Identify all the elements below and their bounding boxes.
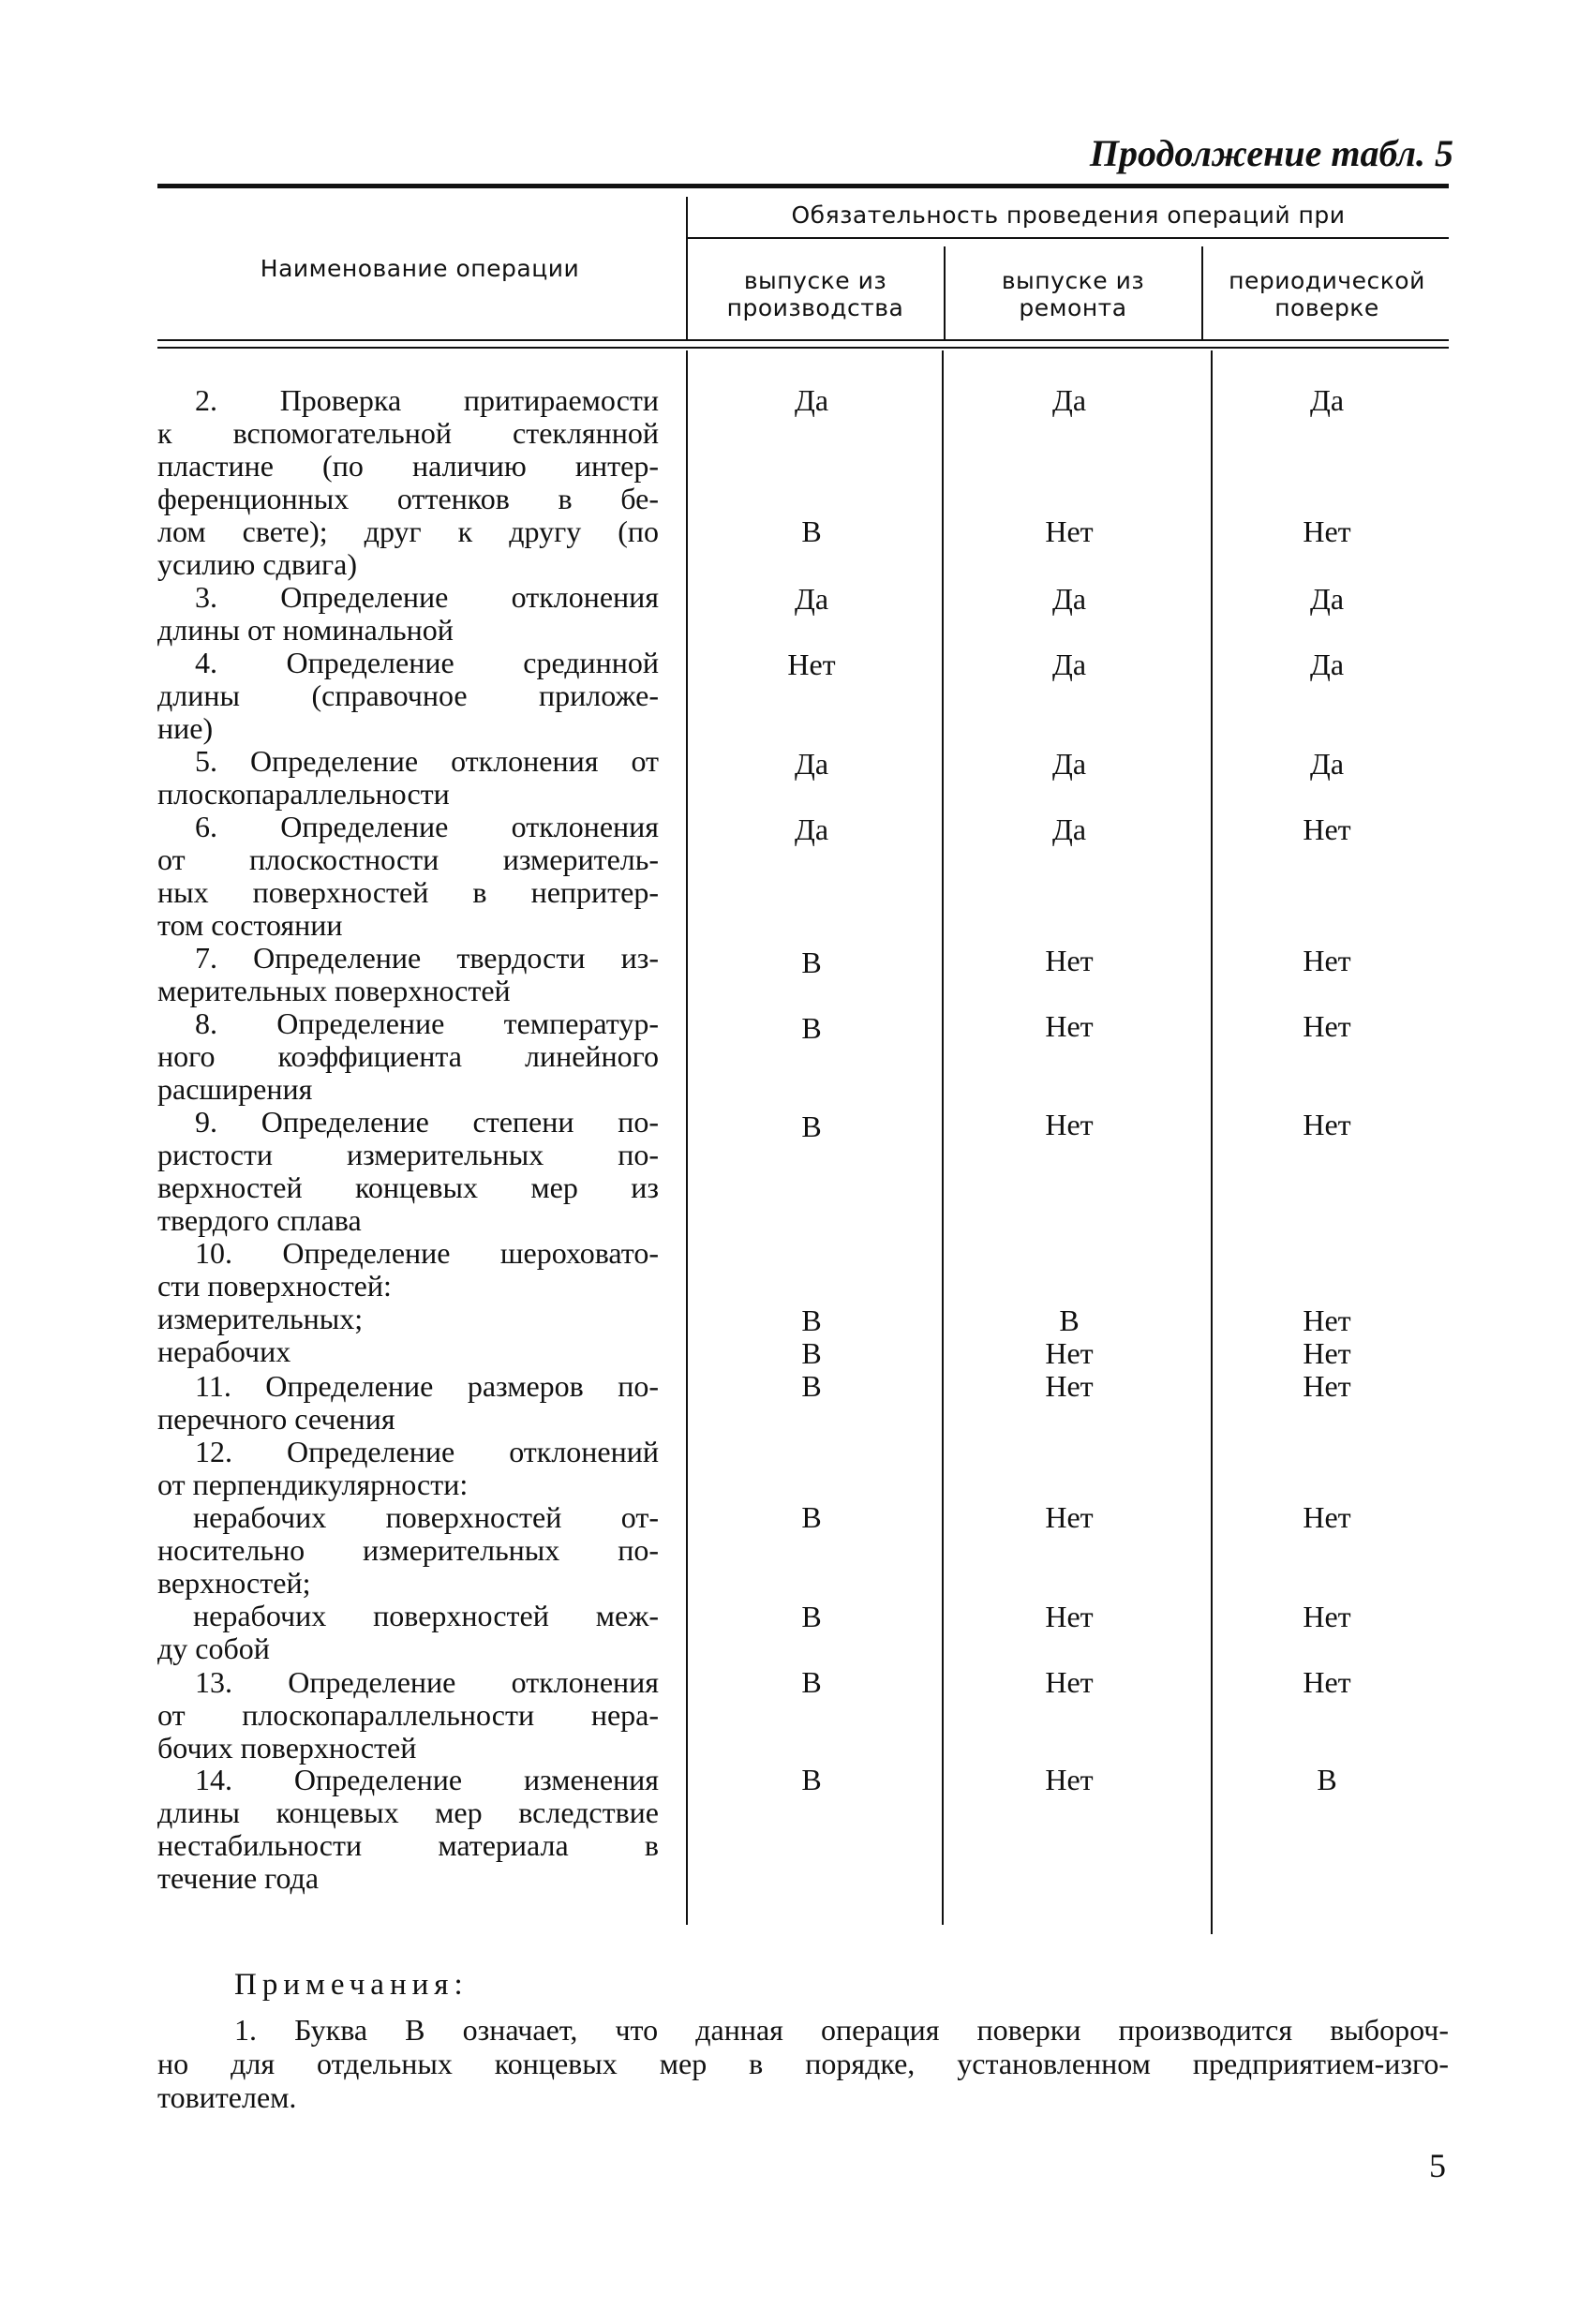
operation-row-9: 9. Определение степени по- ристости измерительных по- верхностей концевых мер из твердого сплава xyxy=(157,1105,659,1237)
cell-repair: Нет xyxy=(1045,1108,1094,1141)
cell-repair: Нет xyxy=(1045,1665,1094,1699)
cell-production: В xyxy=(801,1600,822,1633)
operation-row-14: 14. Определение изменения длины концевых мер вследствие нестабильности материала в течение года xyxy=(157,1763,659,1895)
cell-repair: Нет xyxy=(1045,1763,1094,1796)
operation-row-7: 7. Определение твердости из- мерительных поверхностей xyxy=(157,941,659,1007)
cell-periodic: Нет xyxy=(1303,1500,1351,1534)
body-divider-2 xyxy=(942,350,944,1925)
body-divider-1 xyxy=(686,350,688,1925)
cell-periodic: Нет xyxy=(1303,514,1351,548)
cell-production: В xyxy=(801,1304,822,1337)
cell-periodic: В xyxy=(1317,1763,1337,1796)
header-obligation-group: Обязательность проведения операций при xyxy=(791,201,1346,229)
page-number: 5 xyxy=(1429,2147,1446,2184)
cell-periodic: Нет xyxy=(1303,1009,1351,1043)
header-subgroup-rule xyxy=(686,237,1449,239)
cell-production: Да xyxy=(794,747,829,781)
header-bottom-rule-2 xyxy=(157,347,1449,349)
cell-production: В xyxy=(801,946,822,979)
cell-periodic: Нет xyxy=(1303,944,1351,977)
cell-periodic: Нет xyxy=(1303,1304,1351,1337)
operation-row-3: 3. Определение отклонения длины от номинальной xyxy=(157,580,659,647)
cell-repair: Да xyxy=(1051,747,1087,781)
cell-repair: Нет xyxy=(1045,944,1094,977)
header-col-periodic: периодической поверке xyxy=(1229,267,1425,321)
cell-production: В xyxy=(801,1369,822,1403)
header-divider-main xyxy=(686,197,688,339)
cell-periodic: Нет xyxy=(1303,1369,1351,1403)
cell-periodic: Да xyxy=(1309,648,1345,681)
cell-repair: Нет xyxy=(1045,1500,1094,1534)
cell-repair: Да xyxy=(1051,648,1087,681)
operation-row-5: 5. Определение отклонения от плоскопараллельности xyxy=(157,744,659,811)
cell-periodic: Да xyxy=(1309,383,1345,417)
cell-repair: Нет xyxy=(1045,1369,1094,1403)
cell-production: В xyxy=(801,1665,822,1699)
table-top-rule xyxy=(157,184,1449,188)
header-col-production: выпуске из производства xyxy=(726,267,904,321)
header-col-repair: выпуске из ремонта xyxy=(1001,267,1145,321)
cell-periodic: Да xyxy=(1309,747,1345,781)
cell-repair: Да xyxy=(1051,812,1087,846)
note-1: 1. Буква В означает, что данная операция поверки производится выбороч- но для отдельных концевых мер в порядке, установленном предприятием-изго- товителем. xyxy=(157,2013,1449,2114)
cell-periodic: Нет xyxy=(1303,1665,1351,1699)
cell-production: Да xyxy=(794,812,829,846)
cell-periodic: Нет xyxy=(1303,812,1351,846)
cell-repair: Да xyxy=(1051,383,1087,417)
operation-row-2: 2. Проверка притираемости к вспомогательной стеклянной пластине (по наличию интер- ференционных оттенков в бе- лом свете); друг к другу (по усилию сдвига) xyxy=(157,383,659,581)
cell-periodic: Нет xyxy=(1303,1600,1351,1633)
header-operation-name: Наименование операции xyxy=(260,255,580,282)
operation-row-12: 12. Определение отклонений от перпендикулярности: нерабочих поверхностей от- носительно измерительных по- верхностей; нерабочих поверхностей меж- ду собой xyxy=(157,1435,659,1665)
cell-production: В xyxy=(801,1011,822,1045)
notes-title: Примечания: xyxy=(234,1968,469,2002)
operation-row-8: 8. Определение температур- ного коэффициента линейного расширения xyxy=(157,1006,659,1106)
cell-periodic: Нет xyxy=(1303,1108,1351,1141)
operation-row-6: 6. Определение отклонения от плоскостности измеритель- ных поверхностей в непритер- том состоянии xyxy=(157,810,659,942)
cell-production: В xyxy=(801,1336,822,1370)
cell-production: В xyxy=(801,1110,822,1143)
header-bottom-rule-1 xyxy=(157,339,1449,341)
cell-production: Нет xyxy=(787,648,836,681)
cell-repair: Нет xyxy=(1045,1009,1094,1043)
cell-production: В xyxy=(801,1500,822,1534)
header-divider-col3 xyxy=(1201,246,1203,339)
cell-production: В xyxy=(801,514,822,548)
operation-row-10: 10. Определение шероховато- сти поверхностей: измерительных; нерабочих xyxy=(157,1236,659,1368)
header-divider-col2 xyxy=(944,246,946,339)
operation-row-13: 13. Определение отклонения от плоскопараллельности нера- бочих поверхностей xyxy=(157,1665,659,1765)
cell-repair: Нет xyxy=(1045,1600,1094,1633)
operation-row-11: 11. Определение размеров по- перечного сечения xyxy=(157,1369,659,1436)
cell-periodic: Да xyxy=(1309,582,1345,616)
cell-repair: В xyxy=(1059,1304,1080,1337)
cell-repair: Да xyxy=(1051,582,1087,616)
cell-periodic: Нет xyxy=(1303,1336,1351,1370)
operation-row-4: 4. Определение срединной длины (справочное приложе- ние) xyxy=(157,646,659,745)
cell-production: В xyxy=(801,1763,822,1796)
cell-repair: Нет xyxy=(1045,514,1094,548)
cell-production: Да xyxy=(794,582,829,616)
continuation-title: Продолжение табл. 5 xyxy=(1089,132,1453,174)
cell-repair: Нет xyxy=(1045,1336,1094,1370)
cell-production: Да xyxy=(794,383,829,417)
